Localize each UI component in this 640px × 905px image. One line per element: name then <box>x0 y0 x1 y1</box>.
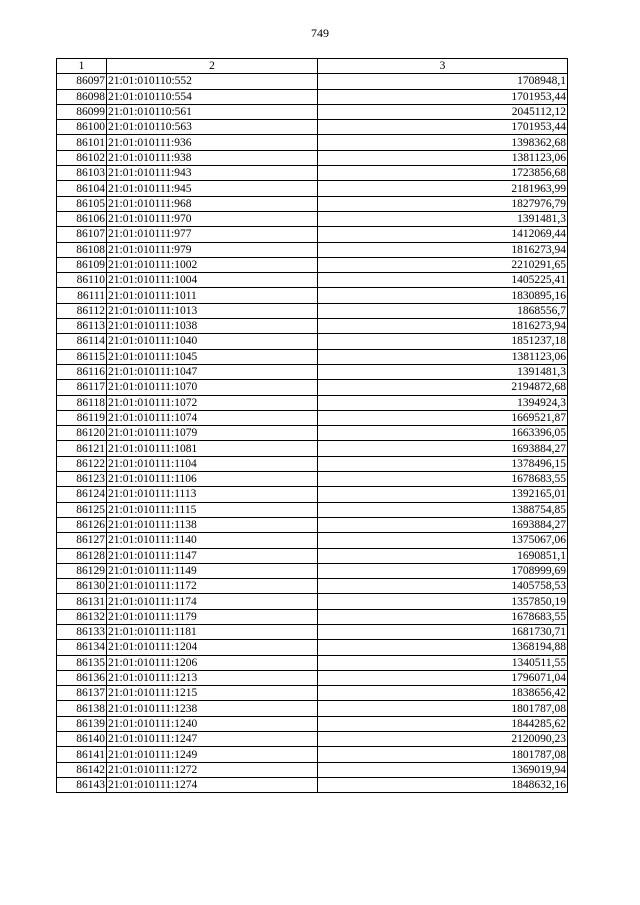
cadastral-value-cell: 1405758,53 <box>318 579 568 594</box>
table-row <box>57 563 568 578</box>
cadastral-number-cell: 21:01:010111:1247 <box>107 732 318 747</box>
row-number-cell: 86123 <box>57 472 107 487</box>
cadastral-value-cell: 1678683,55 <box>318 472 568 487</box>
cadastral-value-cell: 1701953,44 <box>318 89 568 104</box>
row-number-cell: 86119 <box>57 410 107 425</box>
cadastral-value-cell: 1669521,87 <box>318 410 568 425</box>
table-row <box>57 166 568 181</box>
table-row <box>57 548 568 563</box>
row-number-cell: 86120 <box>57 426 107 441</box>
cadastral-number-cell: 21:01:010111:1213 <box>107 670 318 685</box>
table-row <box>57 380 568 395</box>
cadastral-value-cell: 1851237,18 <box>318 334 568 349</box>
column-header-2: 2 <box>107 59 318 74</box>
cadastral-number-cell: 21:01:010111:936 <box>107 135 318 150</box>
cadastral-number-cell: 21:01:010111:1274 <box>107 777 318 792</box>
row-number-cell: 86130 <box>57 579 107 594</box>
row-number-cell: 86104 <box>57 181 107 196</box>
cadastral-number-cell: 21:01:010111:1070 <box>107 380 318 395</box>
cadastral-value-cell: 1701953,44 <box>318 120 568 135</box>
row-number-cell: 86129 <box>57 563 107 578</box>
row-number-cell: 86131 <box>57 594 107 609</box>
table-row <box>57 777 568 792</box>
column-header-1: 1 <box>57 59 107 74</box>
cadastral-value-cell: 1838656,42 <box>318 686 568 701</box>
cadastral-number-cell: 21:01:010111:979 <box>107 242 318 257</box>
row-number-cell: 86121 <box>57 441 107 456</box>
cadastral-number-cell: 21:01:010111:1002 <box>107 257 318 272</box>
table-row <box>57 104 568 119</box>
table-body <box>57 74 568 793</box>
cadastral-number-cell: 21:01:010111:1240 <box>107 716 318 731</box>
cadastral-value-cell: 1391481,3 <box>318 364 568 379</box>
table-row <box>57 472 568 487</box>
cadastral-number-cell: 21:01:010111:1013 <box>107 303 318 318</box>
cadastral-number-cell: 21:01:010111:1140 <box>107 533 318 548</box>
cadastral-value-cell: 1690851,1 <box>318 548 568 563</box>
row-number-cell: 86141 <box>57 747 107 762</box>
table-row <box>57 502 568 517</box>
cadastral-value-cell: 1816273,94 <box>318 242 568 257</box>
cadastral-value-cell: 1827976,79 <box>318 196 568 211</box>
table-row <box>57 181 568 196</box>
row-number-cell: 86116 <box>57 364 107 379</box>
row-number-cell: 86122 <box>57 456 107 471</box>
table-row <box>57 89 568 104</box>
cadastral-value-cell: 2210291,65 <box>318 257 568 272</box>
cadastral-value-cell: 2181963,99 <box>318 181 568 196</box>
cadastral-number-cell: 21:01:010110:561 <box>107 104 318 119</box>
table-row <box>57 74 568 89</box>
row-number-cell: 86108 <box>57 242 107 257</box>
row-number-cell: 86098 <box>57 89 107 104</box>
cadastral-number-cell: 21:01:010111:1238 <box>107 701 318 716</box>
row-number-cell: 86127 <box>57 533 107 548</box>
column-header-3: 3 <box>318 59 568 74</box>
row-number-cell: 86137 <box>57 686 107 701</box>
cadastral-value-cell: 1398362,68 <box>318 135 568 150</box>
row-number-cell: 86140 <box>57 732 107 747</box>
cadastral-value-cell: 1801787,08 <box>318 747 568 762</box>
table-row <box>57 410 568 425</box>
row-number-cell: 86114 <box>57 334 107 349</box>
cadastral-value-cell: 1708999,69 <box>318 563 568 578</box>
table-row <box>57 196 568 211</box>
cadastral-value-cell: 2120090,23 <box>318 732 568 747</box>
table-row <box>57 640 568 655</box>
row-number-cell: 86128 <box>57 548 107 563</box>
cadastral-value-cell: 1405225,41 <box>318 273 568 288</box>
table-row <box>57 747 568 762</box>
row-number-cell: 86135 <box>57 655 107 670</box>
cadastral-number-cell: 21:01:010111:1072 <box>107 395 318 410</box>
cadastral-number-cell: 21:01:010111:1149 <box>107 563 318 578</box>
row-number-cell: 86133 <box>57 624 107 639</box>
page-number: 749 <box>311 26 329 40</box>
table-row <box>57 426 568 441</box>
table-row <box>57 701 568 716</box>
cadastral-number-cell: 21:01:010111:938 <box>107 150 318 165</box>
cadastral-number-cell: 21:01:010110:554 <box>107 89 318 104</box>
cadastral-number-cell: 21:01:010111:1040 <box>107 334 318 349</box>
table-row <box>57 227 568 242</box>
table-row <box>57 273 568 288</box>
table-row <box>57 579 568 594</box>
row-number-cell: 86132 <box>57 609 107 624</box>
row-number-cell: 86100 <box>57 120 107 135</box>
table-row <box>57 288 568 303</box>
row-number-cell: 86109 <box>57 257 107 272</box>
table-row <box>57 594 568 609</box>
cadastral-value-cell: 1693884,27 <box>318 441 568 456</box>
cadastral-number-cell: 21:01:010111:1138 <box>107 517 318 532</box>
table-row <box>57 517 568 532</box>
cadastral-number-cell: 21:01:010111:1204 <box>107 640 318 655</box>
table-row <box>57 732 568 747</box>
row-number-cell: 86103 <box>57 166 107 181</box>
table-row <box>57 120 568 135</box>
cadastral-value-cell: 1801787,08 <box>318 701 568 716</box>
cadastral-number-cell: 21:01:010111:1147 <box>107 548 318 563</box>
cadastral-value-cell: 1412069,44 <box>318 227 568 242</box>
row-number-cell: 86139 <box>57 716 107 731</box>
table-row <box>57 211 568 226</box>
cadastral-number-cell: 21:01:010111:1045 <box>107 349 318 364</box>
row-number-cell: 86105 <box>57 196 107 211</box>
row-number-cell: 86138 <box>57 701 107 716</box>
table-row <box>57 349 568 364</box>
row-number-cell: 86115 <box>57 349 107 364</box>
cadastral-number-cell: 21:01:010111:943 <box>107 166 318 181</box>
table-row <box>57 533 568 548</box>
cadastral-value-cell: 1830895,16 <box>318 288 568 303</box>
cadastral-value-cell: 1844285,62 <box>318 716 568 731</box>
table-row <box>57 257 568 272</box>
row-number-cell: 86125 <box>57 502 107 517</box>
cadastral-value-cell: 1369019,94 <box>318 762 568 777</box>
cadastral-number-cell: 21:01:010111:1172 <box>107 579 318 594</box>
cadastral-number-cell: 21:01:010111:977 <box>107 227 318 242</box>
cadastral-value-cell: 1392165,01 <box>318 487 568 502</box>
table-row <box>57 487 568 502</box>
cadastral-value-cell: 1693884,27 <box>318 517 568 532</box>
cadastral-number-cell: 21:01:010111:1004 <box>107 273 318 288</box>
row-number-cell: 86143 <box>57 777 107 792</box>
cadastral-number-cell: 21:01:010110:552 <box>107 74 318 89</box>
cadastral-number-cell: 21:01:010111:1104 <box>107 456 318 471</box>
cadastral-number-cell: 21:01:010110:563 <box>107 120 318 135</box>
cadastral-number-cell: 21:01:010111:968 <box>107 196 318 211</box>
cadastral-value-cell: 1816273,94 <box>318 319 568 334</box>
row-number-cell: 86102 <box>57 150 107 165</box>
table-row <box>57 334 568 349</box>
row-number-cell: 86124 <box>57 487 107 502</box>
row-number-cell: 86126 <box>57 517 107 532</box>
row-number-cell: 86106 <box>57 211 107 226</box>
cadastral-value-cell: 1868556,7 <box>318 303 568 318</box>
cadastral-number-cell: 21:01:010111:1174 <box>107 594 318 609</box>
cadastral-number-cell: 21:01:010111:1079 <box>107 426 318 441</box>
table-row <box>57 242 568 257</box>
row-number-cell: 86112 <box>57 303 107 318</box>
table-row <box>57 364 568 379</box>
cadastral-value-cell: 1378496,15 <box>318 456 568 471</box>
row-number-cell: 86117 <box>57 380 107 395</box>
cadastral-number-cell: 21:01:010111:1106 <box>107 472 318 487</box>
table-header-row <box>57 59 568 74</box>
cadastral-value-table <box>56 58 568 793</box>
cadastral-value-cell: 1394924,3 <box>318 395 568 410</box>
table-row <box>57 135 568 150</box>
cadastral-number-cell: 21:01:010111:970 <box>107 211 318 226</box>
cadastral-value-cell: 1381123,06 <box>318 349 568 364</box>
cadastral-value-cell: 1723856,68 <box>318 166 568 181</box>
row-number-cell: 86099 <box>57 104 107 119</box>
table-row <box>57 655 568 670</box>
table-row <box>57 303 568 318</box>
cadastral-value-cell: 1796071,04 <box>318 670 568 685</box>
row-number-cell: 86134 <box>57 640 107 655</box>
cadastral-number-cell: 21:01:010111:1206 <box>107 655 318 670</box>
cadastral-number-cell: 21:01:010111:1038 <box>107 319 318 334</box>
row-number-cell: 86113 <box>57 319 107 334</box>
cadastral-number-cell: 21:01:010111:1272 <box>107 762 318 777</box>
row-number-cell: 86111 <box>57 288 107 303</box>
row-number-cell: 86097 <box>57 74 107 89</box>
table-row <box>57 150 568 165</box>
table-row <box>57 395 568 410</box>
cadastral-number-cell: 21:01:010111:1047 <box>107 364 318 379</box>
table-row <box>57 319 568 334</box>
table-row <box>57 670 568 685</box>
cadastral-number-cell: 21:01:010111:1074 <box>107 410 318 425</box>
cadastral-number-cell: 21:01:010111:1181 <box>107 624 318 639</box>
cadastral-value-cell: 1678683,55 <box>318 609 568 624</box>
cadastral-value-cell: 1848632,16 <box>318 777 568 792</box>
cadastral-number-cell: 21:01:010111:1115 <box>107 502 318 517</box>
cadastral-value-cell: 2045112,12 <box>318 104 568 119</box>
cadastral-value-cell: 1708948,1 <box>318 74 568 89</box>
cadastral-value-cell: 1391481,3 <box>318 211 568 226</box>
cadastral-number-cell: 21:01:010111:1179 <box>107 609 318 624</box>
cadastral-number-cell: 21:01:010111:1215 <box>107 686 318 701</box>
table-row <box>57 762 568 777</box>
cadastral-number-cell: 21:01:010111:945 <box>107 181 318 196</box>
cadastral-value-cell: 1357850,19 <box>318 594 568 609</box>
table-row <box>57 609 568 624</box>
table-row <box>57 716 568 731</box>
cadastral-value-cell: 1681730,71 <box>318 624 568 639</box>
row-number-cell: 86110 <box>57 273 107 288</box>
cadastral-value-cell: 1368194,88 <box>318 640 568 655</box>
cadastral-value-cell: 2194872,68 <box>318 380 568 395</box>
table-row <box>57 441 568 456</box>
cadastral-value-cell: 1340511,55 <box>318 655 568 670</box>
cadastral-number-cell: 21:01:010111:1113 <box>107 487 318 502</box>
cadastral-number-cell: 21:01:010111:1249 <box>107 747 318 762</box>
cadastral-value-cell: 1388754,85 <box>318 502 568 517</box>
row-number-cell: 86118 <box>57 395 107 410</box>
row-number-cell: 86107 <box>57 227 107 242</box>
cadastral-value-cell: 1375067,06 <box>318 533 568 548</box>
row-number-cell: 86142 <box>57 762 107 777</box>
table-row <box>57 456 568 471</box>
table-row <box>57 686 568 701</box>
cadastral-number-cell: 21:01:010111:1011 <box>107 288 318 303</box>
row-number-cell: 86136 <box>57 670 107 685</box>
cadastral-number-cell: 21:01:010111:1081 <box>107 441 318 456</box>
cadastral-value-cell: 1381123,06 <box>318 150 568 165</box>
cadastral-value-cell: 1663396,05 <box>318 426 568 441</box>
row-number-cell: 86101 <box>57 135 107 150</box>
table-row <box>57 624 568 639</box>
